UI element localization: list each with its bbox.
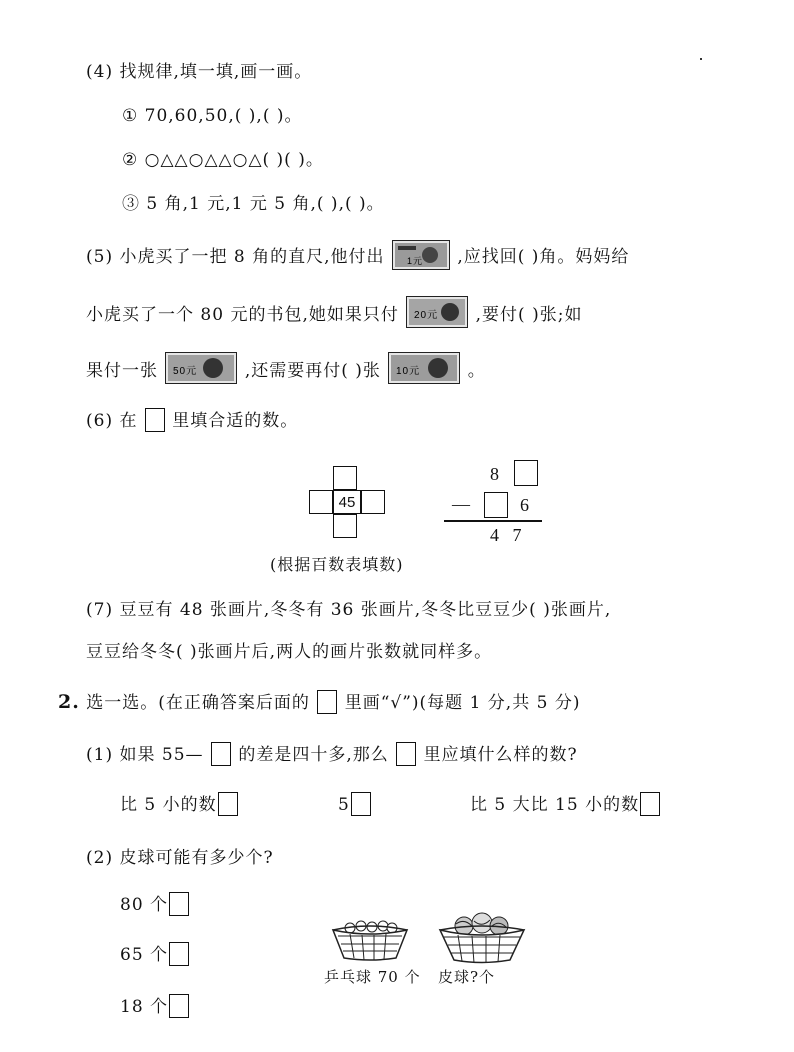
s2q1-text-a: (1) 如果 55— <box>86 745 204 765</box>
s2q1-text-c: 里应填什么样的数? <box>423 745 578 765</box>
checkbox-18[interactable] <box>169 994 189 1018</box>
subtrahend-ones: 6 <box>520 495 529 515</box>
section2-title-b: 里画“√”)(每题 1 分,共 5 分) <box>344 693 581 713</box>
s2q2-option-1 <box>120 892 190 917</box>
note-label-10: 10元 <box>396 366 421 377</box>
checkbox-opt3[interactable] <box>640 792 660 816</box>
minus-sign: — <box>452 494 470 514</box>
q4-line2: ② ○△△○△△○△( )( )。 <box>122 150 324 170</box>
ping-pong-basket-icon <box>330 916 410 967</box>
q5-line2-b: ,要付( )张;如 <box>475 305 583 325</box>
answer-box-icon <box>145 408 165 432</box>
checkbox-65[interactable] <box>169 942 189 966</box>
grid-cell-left[interactable] <box>309 490 333 514</box>
q5-line2 <box>86 296 582 335</box>
q5-line1-a: (5) 小虎买了一把 8 角的直尺,他付出 <box>86 247 385 267</box>
q5-line3 <box>86 352 486 391</box>
q6-title-a: (6) 在 <box>86 411 138 431</box>
ball-label: 皮球?个 <box>438 968 496 986</box>
minuend-ones-box[interactable] <box>514 460 538 486</box>
note-label-1: 1元 <box>406 256 423 266</box>
s2q2-opt2-label: 65 个 <box>120 945 169 965</box>
subtrahend-tens-box[interactable] <box>484 492 508 518</box>
ball-basket-icon <box>436 912 528 969</box>
s2q1-text-b: 的差是四十多,那么 <box>238 745 389 765</box>
q6-title-b: 里填合适的数。 <box>172 411 299 431</box>
note-label-20: 20元 <box>414 310 439 321</box>
grid-cell-center: 45 <box>333 490 361 514</box>
q5-line3-c: 。 <box>467 361 486 381</box>
q7-line2: 豆豆给冬冬( )张画片后,两人的画片张数就同样多。 <box>86 642 493 662</box>
s2q2-option-2 <box>120 942 190 967</box>
blank-box-icon <box>396 742 416 766</box>
checkbox-opt1[interactable] <box>218 792 238 816</box>
speck <box>700 58 702 60</box>
checkbox-opt2[interactable] <box>351 792 371 816</box>
grid-cell-right[interactable] <box>361 490 385 514</box>
answer-box-icon <box>317 690 337 714</box>
s2q1-question <box>86 742 578 767</box>
q4-line3: ③ 5 角,1 元,1 元 5 角,( ),( )。 <box>122 194 385 214</box>
s2q1-opt2-label: 5 <box>338 795 350 815</box>
s2q1-option-2 <box>338 792 372 817</box>
banknote-20-yuan-image <box>406 296 468 335</box>
q6-title <box>86 408 298 433</box>
q5-line2-a: 小虎买了一个 80 元的书包,她如果只付 <box>86 305 399 325</box>
q4-title: (4) 找规律,填一填,画一画。 <box>86 62 313 82</box>
banknote-10-yuan-image <box>388 352 460 391</box>
s2q1-opt3-label: 比 5 大比 15 小的数 <box>470 795 640 815</box>
s2q2-option-3 <box>120 994 190 1019</box>
section2-title-a: 选一选。(在正确答案后面的 <box>86 693 310 713</box>
q5-line3-b: ,还需要再付( )张 <box>244 361 381 381</box>
section2-number: 2. <box>58 691 80 713</box>
section2-title <box>58 690 580 715</box>
subtraction-rule <box>444 520 542 522</box>
note-label-50: 50元 <box>173 366 198 377</box>
s2q2-question: (2) 皮球可能有多少个? <box>86 848 274 868</box>
s2q1-option-1 <box>120 792 239 817</box>
checkbox-80[interactable] <box>169 892 189 916</box>
q6-caption: (根据百数表填数) <box>270 555 404 574</box>
ping-pong-label: 乒乓球 70 个 <box>324 968 421 986</box>
blank-box-icon[interactable] <box>211 742 231 766</box>
s2q2-opt3-label: 18 个 <box>120 997 169 1017</box>
q7-line1: (7) 豆豆有 48 张画片,冬冬有 36 张画片,冬冬比豆豆少( )张画片, <box>86 600 612 620</box>
q5-line1 <box>86 240 629 277</box>
s2q1-option-3 <box>470 792 661 817</box>
q4-line1: ① 70,60,50,( ),( )。 <box>122 106 303 126</box>
q5-line3-a: 果付一张 <box>86 361 158 381</box>
minuend-tens: 8 <box>490 464 499 484</box>
grid-cell-bottom[interactable] <box>333 514 357 538</box>
s2q1-opt1-label: 比 5 小的数 <box>120 795 217 815</box>
q5-line1-b: ,应找回( )角。妈妈给 <box>457 247 630 267</box>
grid-cell-top[interactable] <box>333 466 357 490</box>
difference: 4 7 <box>490 525 522 545</box>
banknote-1-yuan-image <box>392 240 450 277</box>
banknote-50-yuan-image <box>165 352 237 391</box>
s2q2-opt1-label: 80 个 <box>120 895 169 915</box>
